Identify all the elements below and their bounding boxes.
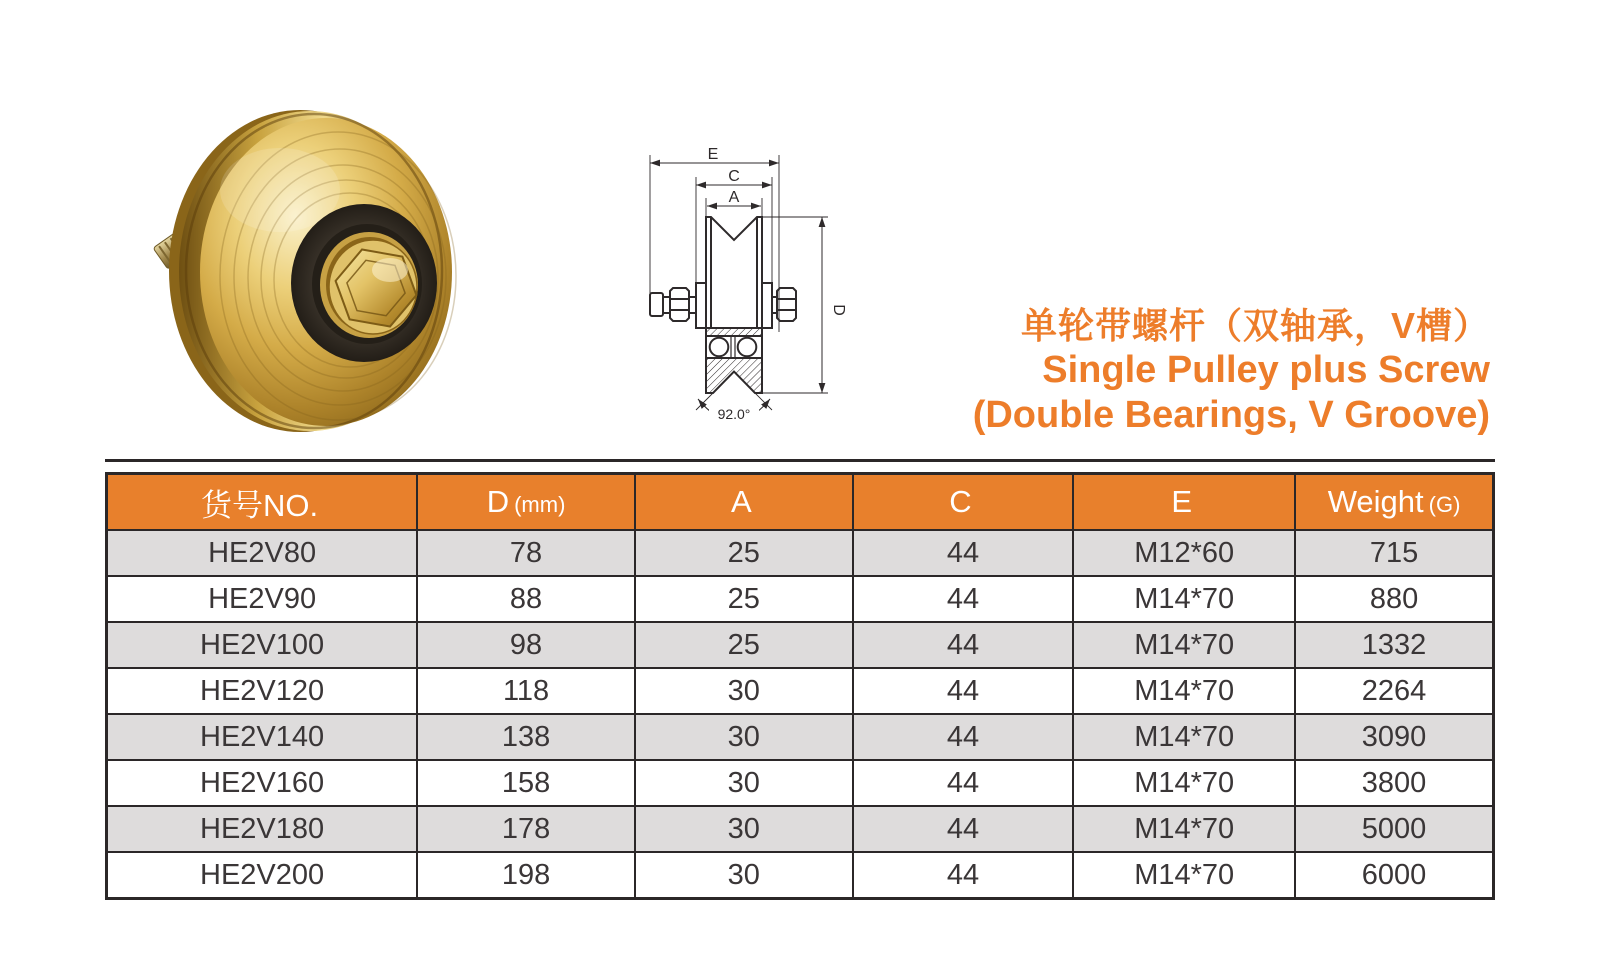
table-cell: HE2V80 [107,530,418,576]
table-row [107,852,1494,899]
table-cell: 30 [635,852,853,899]
product-photo [140,80,540,460]
column-header-a [635,474,853,531]
dim-label-c: C [728,168,740,185]
table-cell: 44 [853,852,1074,899]
table-cell: 30 [635,668,853,714]
table-cell: 44 [853,622,1074,668]
table-cell: M14*70 [1073,852,1295,899]
column-header-weight [1295,474,1493,531]
dim-label-a: A [728,189,740,206]
spec-table [105,472,1495,900]
product-title-zh: 单轮带螺杆（双轴承，V槽） [1020,305,1490,346]
table-cell: M14*70 [1073,622,1295,668]
table-cell: 44 [853,806,1074,852]
table-cell: 715 [1295,530,1493,576]
table-cell: 2264 [1295,668,1493,714]
header-label: C [949,484,972,519]
header-label: E [1171,484,1193,519]
table-cell: 6000 [1295,852,1493,899]
table-cell: HE2V90 [107,576,418,622]
table-cell: 178 [417,806,635,852]
header-label: Weight [1327,484,1424,519]
table-cell: 880 [1295,576,1493,622]
table-row [107,668,1494,714]
table-cell: M14*70 [1073,806,1295,852]
header-label: 货号NO. [201,487,319,523]
table-row [107,806,1494,852]
dim-label-d: D [830,304,847,316]
bearing-and-bolt [291,204,437,362]
table-row [107,760,1494,806]
table-cell: 5000 [1295,806,1493,852]
table-cell: 25 [635,576,853,622]
table-cell: HE2V180 [107,806,418,852]
table-cell: M14*70 [1073,668,1295,714]
header-sublabel: (G) [1428,492,1461,517]
table-cell: 44 [853,576,1074,622]
table-cell: 78 [417,530,635,576]
header-label: A [730,484,752,519]
table-cell: 158 [417,760,635,806]
table-cell: HE2V140 [107,714,418,760]
table-cell: HE2V100 [107,622,418,668]
table-cell: 25 [635,622,853,668]
table-cell: 1332 [1295,622,1493,668]
table-row [107,714,1494,760]
table-cell: M14*70 [1073,576,1295,622]
table-cell: 118 [417,668,635,714]
table-cell: 44 [853,668,1074,714]
dim-label-e: E [707,146,719,163]
column-header-e [1073,474,1295,531]
table-row [107,576,1494,622]
table-cell: M12*60 [1073,530,1295,576]
product-title-block [973,303,1490,438]
table-cell: 30 [635,806,853,852]
table-cell: HE2V120 [107,668,418,714]
column-header-d [417,474,635,531]
technical-diagram [600,120,950,450]
table-cell: HE2V200 [107,852,418,899]
table-cell: M14*70 [1073,714,1295,760]
column-header-item-no [107,474,418,531]
spec-table-body [107,530,1494,899]
table-cell: 30 [635,760,853,806]
table-cell: M14*70 [1073,760,1295,806]
table-cell: HE2V160 [107,760,418,806]
table-cell: 44 [853,714,1074,760]
divider-rule [105,459,1495,462]
product-title-en-1: Single Pulley plus Screw [1042,349,1490,391]
table-cell: 44 [853,760,1074,806]
table-cell: 25 [635,530,853,576]
groove-angle-label: 92.0° [717,406,751,422]
table-cell: 30 [635,714,853,760]
table-cell: 44 [853,530,1074,576]
column-header-c [853,474,1074,531]
table-row [107,622,1494,668]
table-cell: 88 [417,576,635,622]
table-cell: 138 [417,714,635,760]
header-sublabel: (mm) [514,492,566,517]
table-cell: 198 [417,852,635,899]
product-title-en-2: (Double Bearings, V Groove) [972,394,1490,436]
table-header-row [107,474,1494,531]
header-label: D [486,484,510,519]
wheel-cross-section [650,217,796,393]
table-cell: 3090 [1295,714,1493,760]
table-cell: 3800 [1295,760,1493,806]
table-cell: 98 [417,622,635,668]
table-row [107,530,1494,576]
